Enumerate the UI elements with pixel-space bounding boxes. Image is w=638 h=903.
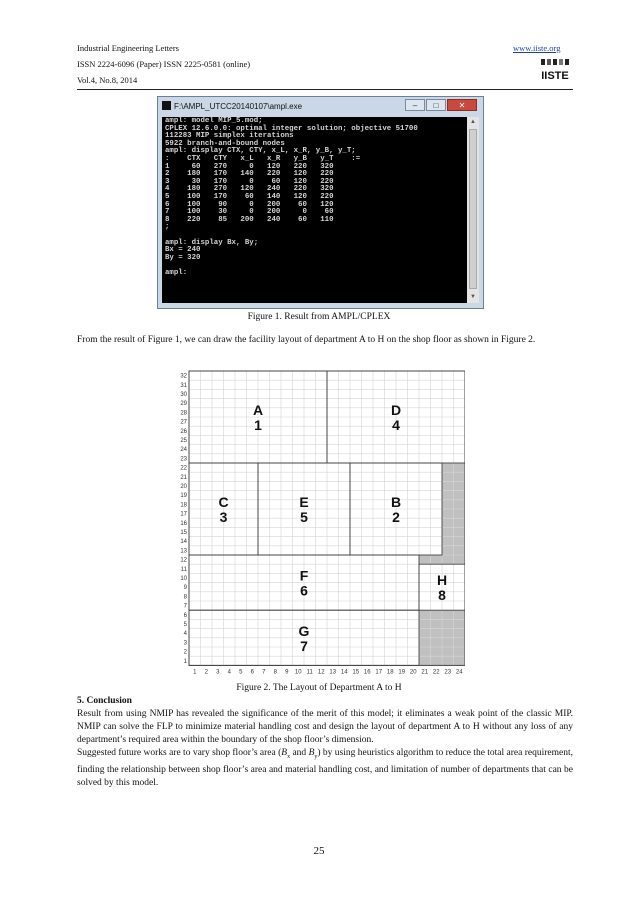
iiste-logo [539, 57, 571, 83]
conclusion-paragraph-1: Result from using NMIP has revealed the significance of the merit of this model; it eliminates a weak point of the classic MIP. NMIP can solve the FLP to minimize material handling cost and design the layout of department A to H without any loss of any department’s required area within the boundary of the shop floor’s dimension. [77, 709, 573, 745]
figure1-caption: Figure 1. Result from AMPL/CPLEX [247, 312, 391, 322]
x-tick-label-11: 11 [306, 669, 313, 676]
x-tick-label-17: 17 [375, 669, 383, 676]
x-tick-label-23: 23 [444, 669, 452, 676]
x-tick-label-16: 16 [363, 669, 371, 676]
by-subscript: y [314, 753, 318, 760]
console-text: ampl: model MIP_5.mod; CPLEX 12.6.0.0: optimal integer solution; objective 51700 112283 MIP simplex iterations 5922 branch-and-bound nodes ampl: display CTX, CTY, x_L, x_R, y_B, y_T; : CTX CTY x_L x_R y_B y_T := 1 60 270 0 120 220 320 2 180 170 140 220 120 220 3 30 170 0 60 120 220 4 180 270 120 240 220 320 5 100 170 60 140 120 220 6 100 90 0 200 60 120 7 100 30 0 200 0 60 8 220 85 200 240 60 110 ; ampl: display Bx, By; Bx = 240 By = 320 ampl: [165, 117, 418, 277]
department-h-letter: H [436, 572, 448, 589]
x-tick-label-19: 19 [398, 669, 406, 676]
console-scrollbar[interactable] [467, 117, 479, 303]
ampl-console-window [157, 96, 484, 309]
header-rule [77, 89, 573, 90]
y-tick-label-5: 5 [183, 622, 187, 628]
y-tick-label-28: 28 [180, 410, 187, 417]
x-tick-label-2: 2 [204, 669, 208, 676]
para2-text-a: Suggested future works are to vary shop floor’s area ( [77, 748, 282, 758]
department-d-letter: D [390, 402, 402, 418]
department-c-letter: C [218, 494, 229, 510]
y-tick-label-8: 8 [183, 594, 187, 601]
conclusion-body [77, 708, 573, 790]
x-tick-label-10: 10 [294, 669, 302, 676]
department-d-number: 4 [392, 417, 400, 433]
department-e-letter: E [299, 494, 309, 510]
intro-paragraph: From the result of Figure 1, we can draw the facility layout of department A to H on the shop floor as shown in Figure 2. [77, 335, 536, 345]
y-tick-label-7: 7 [183, 603, 187, 610]
window-titlebar [162, 99, 479, 115]
scroll-up-icon[interactable]: ▲ [470, 119, 476, 125]
y-tick-label-32: 32 [180, 373, 187, 380]
y-tick-label-25: 25 [180, 438, 187, 444]
issn-line: ISSN 2224-6096 (Paper) ISSN 2225-0581 (online) [77, 59, 251, 69]
conclusion-heading: 5. Conclusion [77, 696, 132, 706]
figure2-caption: Figure 2. The Layout of Department A to H [236, 683, 402, 693]
x-tick-label-24: 24 [455, 669, 463, 676]
y-tick-label-26: 26 [180, 428, 187, 435]
x-tick-label-13: 13 [329, 669, 337, 676]
department-f-letter: F [299, 567, 309, 584]
department-g-number: 7 [300, 637, 308, 654]
y-tick-label-21: 21 [180, 474, 187, 481]
x-tick-label-1: 1 [193, 669, 197, 676]
journal-name: Industrial Engineering Letters [77, 43, 179, 53]
y-tick-label-2: 2 [183, 649, 187, 656]
close-icon[interactable]: ✕ [447, 99, 477, 111]
y-tick-label-29: 29 [180, 401, 187, 408]
logo-text: IISTE [541, 70, 569, 82]
x-tick-label-7: 7 [262, 669, 266, 676]
layout-grid-svg [175, 367, 465, 679]
y-tick-label-11: 11 [180, 566, 187, 573]
y-tick-label-19: 19 [180, 493, 187, 500]
conclusion-paragraph-2 [77, 747, 573, 790]
y-tick-label-16: 16 [180, 520, 187, 527]
console-output [162, 117, 468, 303]
scroll-down-icon[interactable]: ▼ [470, 294, 476, 300]
para2-and: and [290, 748, 309, 758]
x-tick-label-15: 15 [352, 669, 360, 676]
x-tick-label-6: 6 [250, 669, 254, 676]
y-tick-label-15: 15 [180, 530, 187, 536]
x-tick-label-14: 14 [340, 669, 348, 676]
y-tick-label-17: 17 [180, 511, 187, 518]
y-tick-label-14: 14 [180, 539, 187, 546]
x-tick-label-5: 5 [239, 669, 243, 676]
minimize-icon[interactable]: – [405, 99, 425, 111]
x-tick-label-4: 4 [227, 669, 231, 676]
department-e-number: 5 [300, 509, 308, 525]
page-number: 25 [313, 845, 325, 857]
by-symbol: B [308, 748, 315, 758]
y-tick-label-13: 13 [180, 548, 187, 555]
console-app-icon [162, 101, 171, 110]
department-h-number: 8 [438, 587, 446, 604]
maximize-icon[interactable]: □ [426, 99, 446, 111]
bx-symbol: B [281, 748, 288, 758]
window-title: F:\AMPL_UTCC20140107\ampl.exe [174, 102, 303, 111]
y-tick-label-22: 22 [180, 465, 187, 472]
x-tick-label-12: 12 [317, 669, 325, 676]
y-tick-label-31: 31 [180, 382, 187, 389]
x-tick-label-8: 8 [273, 669, 277, 676]
y-tick-label-23: 23 [180, 456, 187, 463]
department-a-letter: A [252, 402, 264, 418]
y-tick-label-12: 12 [180, 557, 187, 564]
x-tick-label-21: 21 [421, 669, 429, 676]
department-f-number: 6 [300, 582, 308, 599]
y-tick-label-24: 24 [180, 447, 187, 454]
department-a-number: 1 [254, 417, 262, 433]
x-tick-label-3: 3 [216, 669, 220, 676]
department-b-number: 2 [392, 509, 400, 525]
y-tick-label-27: 27 [180, 419, 187, 426]
y-tick-label-4: 4 [183, 631, 187, 638]
department-b-letter: B [390, 494, 402, 510]
y-tick-label-20: 20 [180, 484, 187, 490]
y-tick-label-9: 9 [183, 585, 187, 592]
y-tick-label-3: 3 [183, 640, 187, 647]
y-tick-label-1: 1 [183, 658, 187, 665]
department-g-letter: G [298, 622, 310, 639]
y-tick-label-6: 6 [183, 612, 187, 619]
y-tick-label-30: 30 [180, 392, 187, 398]
bx-subscript: x [287, 753, 291, 760]
x-tick-label-22: 22 [432, 669, 440, 676]
scroll-thumb[interactable] [469, 129, 477, 289]
x-tick-label-9: 9 [285, 669, 289, 676]
y-tick-label-10: 10 [180, 576, 187, 582]
x-tick-label-18: 18 [386, 669, 394, 676]
department-c-number: 3 [219, 509, 228, 525]
volume-line: Vol.4, No.8, 2014 [77, 75, 138, 85]
para2-text-b: ) by using heuristics algorithm to reduce the total area requirement, finding the relationship between shop floor’s area and material handling cost, and limitation of number of departments that can be solved by this model. [77, 748, 573, 788]
y-tick-label-18: 18 [180, 502, 187, 509]
layout-figure [175, 367, 465, 679]
website-link[interactable]: www.iiste.org [513, 43, 561, 53]
x-tick-label-20: 20 [409, 669, 417, 676]
